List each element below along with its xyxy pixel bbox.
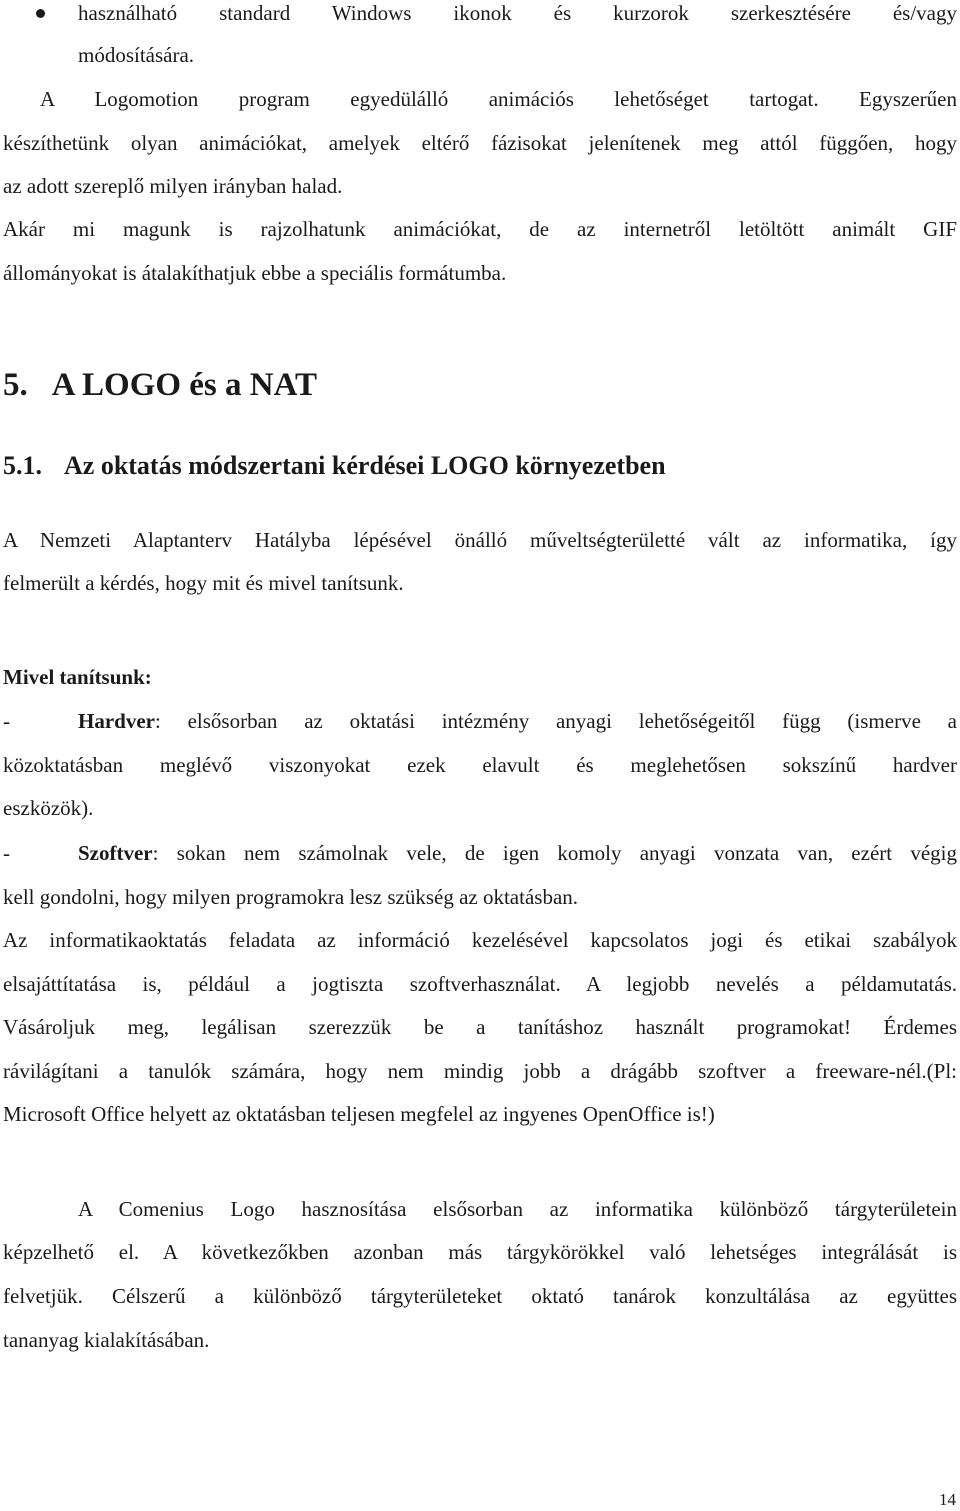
hardver-line-2: közoktatásban meglévő viszonyokat ezek elavult és meglehetősen sokszínű hardver bbox=[3, 753, 957, 777]
bullet-line-2: módosítására. bbox=[78, 43, 195, 67]
comenius-line-3: felvetjük. Célszerű a különböző tárgyterületeket oktató tanárok konzultálása az együttes bbox=[3, 1284, 957, 1308]
comenius-line-1: A Comenius Logo hasznosítása elsősorban az informatika különböző tárgyterületein bbox=[78, 1197, 957, 1221]
hardver-dash: - bbox=[3, 709, 10, 733]
szoftver-term: Szoftver bbox=[78, 841, 153, 865]
ethics-line-4: rávilágítani a tanulók számára, hogy nem mindig jobb a drágább szoftver a freeware-nél.(Pl: bbox=[3, 1059, 957, 1083]
comenius-line-2: képzelhető el. A következőkben azonban más tárgykörökkel való lehetséges integrálását is bbox=[3, 1240, 957, 1264]
hardver-line-1-rest: : elsősorban az oktatási intézmény anyagi lehetőségeitől függ (ismerve a bbox=[154, 709, 957, 733]
hardver-line-3: eszközök). bbox=[3, 796, 94, 820]
animation-line-1: Akár mi magunk is rajzolhatunk animációkat, de az internetről letöltött animált GIF bbox=[3, 217, 957, 241]
section-number: 5. bbox=[3, 367, 28, 403]
bullet-line-1: használható standard Windows ikonok és kurzorok szerkesztésére és/vagy bbox=[78, 0, 957, 26]
ethics-line-2: elsajáttítatása is, például a jogtiszta szoftverhasználat. A legjobb nevelés a példamutatás. bbox=[3, 972, 957, 996]
comenius-line-4: tananyag kialakításában. bbox=[3, 1328, 210, 1352]
szoftver-line-1-rest: : sokan nem számolnak vele, de igen komoly anyagi vonzata van, ezért végig bbox=[152, 841, 957, 865]
mivel-heading: Mivel tanítsunk: bbox=[3, 665, 152, 689]
section-heading bbox=[3, 365, 317, 405]
animation-line-2: állományokat is átalakíthatjuk ebbe a speciális formátumba. bbox=[3, 261, 507, 285]
subsection-title: Az oktatás módszertani kérdései LOGO környezetben bbox=[64, 451, 666, 480]
ethics-line-3: Vásároljuk meg, legálisan szerezzük be a tanításhoz használt programokat! Érdemes bbox=[3, 1015, 957, 1039]
logomotion-line-2: készíthetünk olyan animációkat, amelyek eltérő fázisokat jelenítenek meg attól függően, hogy bbox=[3, 131, 957, 155]
ethics-line-1: Az informatikaoktatás feladata az információ kezelésével kapcsolatos jogi és etikai szabályok bbox=[3, 928, 957, 952]
subsection-heading bbox=[3, 450, 666, 482]
subsection-number: 5.1. bbox=[3, 451, 42, 480]
hardver-term: Hardver bbox=[78, 709, 155, 733]
nat-line-1: A Nemzeti Alaptanterv Hatályba lépésével önálló műveltségterületté vált az informatika, így bbox=[3, 528, 957, 552]
hardver-line-1 bbox=[78, 708, 957, 734]
ethics-line-5: Microsoft Office helyett az oktatásban teljesen megfelel az ingyenes OpenOffice is!) bbox=[3, 1102, 715, 1126]
nat-line-2: felmerült a kérdés, hogy mit és mivel tanítsunk. bbox=[3, 571, 404, 595]
page-number: 14 bbox=[939, 1490, 956, 1509]
section-title: A LOGO és a NAT bbox=[51, 367, 317, 403]
logomotion-line-3: az adott szereplő milyen irányban halad. bbox=[3, 174, 343, 198]
logomotion-line-1: A Logomotion program egyedülálló animációs lehetőséget tartogat. Egyszerűen bbox=[40, 87, 957, 111]
bullet-dot-icon bbox=[36, 9, 45, 18]
szoftver-line-1 bbox=[78, 840, 957, 866]
szoftver-line-2: kell gondolni, hogy milyen programokra lesz szükség az oktatásban. bbox=[3, 885, 579, 909]
szoftver-dash: - bbox=[3, 841, 10, 865]
